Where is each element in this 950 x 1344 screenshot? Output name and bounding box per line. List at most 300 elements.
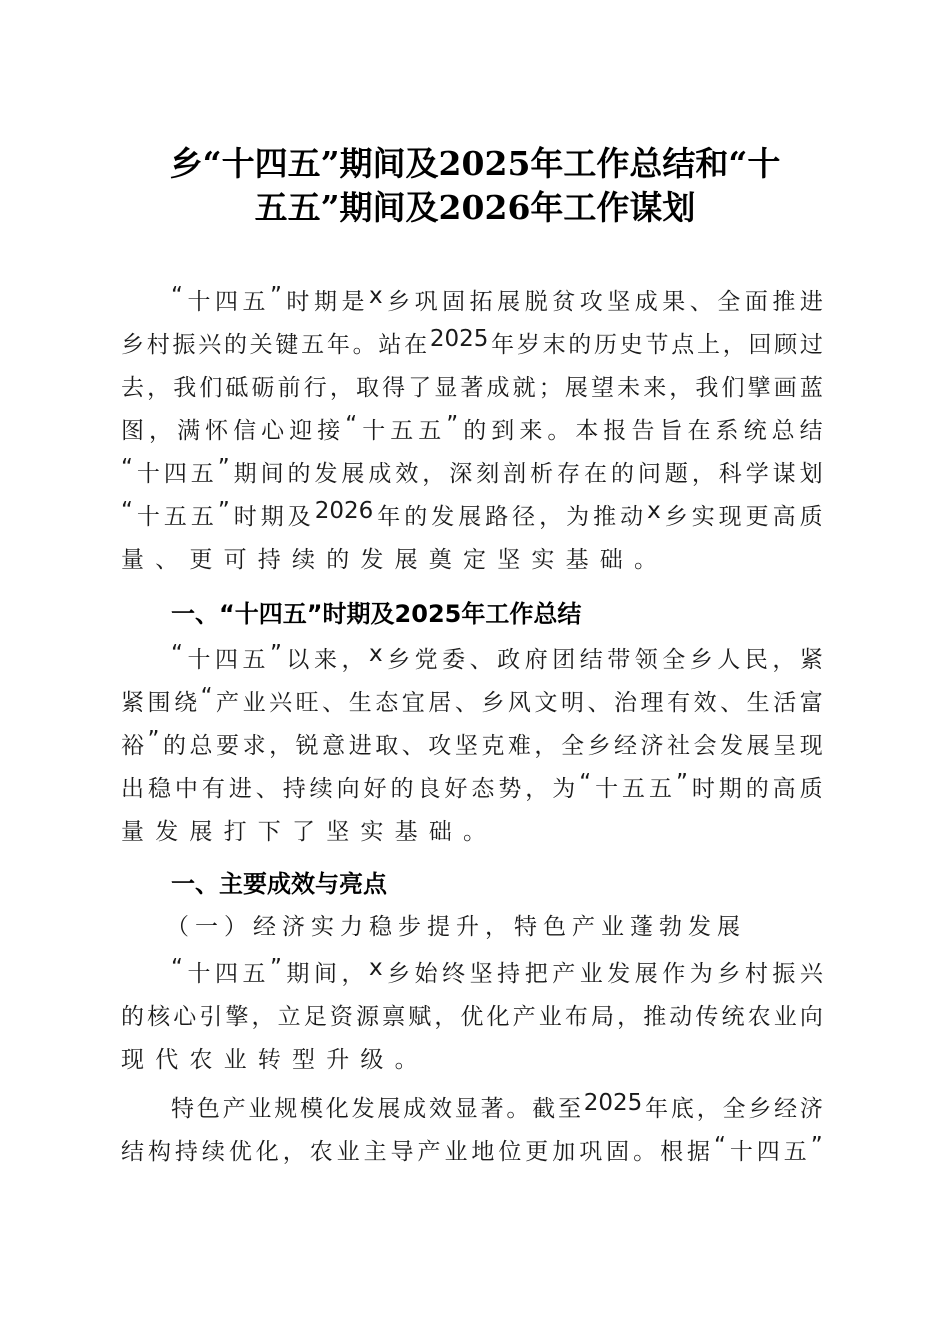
glyph: 居 — [428, 690, 452, 716]
glyph: 核 — [147, 1004, 171, 1030]
glyph: 就 — [512, 375, 536, 401]
glyph: 续 — [309, 776, 333, 802]
glyph: 产 — [512, 1004, 536, 1030]
glyph: 谋 — [772, 461, 796, 487]
glyph: 人 — [717, 647, 741, 673]
glyph: 动 — [669, 1004, 693, 1030]
glyph: 稳 — [147, 776, 171, 802]
glyph: 深 — [449, 461, 473, 487]
glyph: 禀 — [382, 1004, 406, 1030]
glyph: 导 — [390, 1139, 414, 1165]
glyph: ， — [149, 418, 173, 444]
glyph: 结 — [579, 647, 603, 673]
glyph: 。 — [547, 418, 571, 444]
glyph: 好 — [363, 776, 387, 802]
glyph: 、 — [469, 647, 493, 673]
glyph: 的 — [223, 332, 247, 358]
glyph: ， — [525, 776, 549, 802]
glyph: 在 — [404, 332, 428, 358]
glyph: 乡 — [387, 289, 411, 315]
glyph: 质 — [799, 504, 823, 530]
glyph: 民 — [744, 647, 768, 673]
glyph: 旺 — [295, 690, 319, 716]
glyph: 始 — [414, 961, 438, 987]
glyph: 绕 — [174, 690, 198, 716]
glyph: ， — [534, 733, 558, 759]
glyph: 产 — [552, 961, 576, 987]
glyph: 传 — [695, 1004, 719, 1030]
glyph: “ — [713, 1133, 726, 1159]
glyph: 们 — [721, 375, 745, 401]
glyph: ” — [675, 770, 688, 796]
glyph: 上 — [696, 332, 720, 358]
glyph: 发 — [607, 961, 631, 987]
glyph: 乡 — [387, 647, 411, 673]
glyph: 产 — [216, 690, 240, 716]
summary-paragraph-line — [121, 727, 823, 763]
glyph: 画 — [773, 375, 797, 401]
glyph: 态 — [471, 776, 495, 802]
glyph: 持 — [282, 776, 306, 802]
glyph: 间 — [260, 461, 284, 487]
glyph: 到 — [491, 418, 515, 444]
glyph: 十 — [187, 647, 211, 673]
glyph: 、 — [454, 690, 478, 716]
glyph: 乡 — [121, 332, 144, 358]
glyph: 期 — [233, 461, 257, 487]
glyph: 进 — [228, 776, 252, 802]
glyph: 态 — [375, 690, 399, 716]
glyph: 现 — [799, 733, 823, 759]
glyph: 年 — [326, 332, 350, 358]
section-heading: 一、“十四五”时期及2025年工作总结 — [171, 600, 582, 628]
glyph: ， — [341, 647, 365, 673]
glyph: ， — [422, 461, 446, 487]
glyph: 期 — [718, 776, 742, 802]
glyph: 年 — [491, 332, 515, 358]
glyph: 得 — [382, 375, 406, 401]
glyph: 全 — [662, 647, 686, 673]
glyph: 农 — [309, 1139, 333, 1165]
glyph: 望 — [590, 375, 614, 401]
intro-paragraph-line — [121, 455, 823, 491]
glyph: 富 — [799, 690, 823, 716]
glyph: ” — [269, 283, 282, 309]
glyph: 时 — [286, 289, 310, 315]
glyph: 巩 — [414, 289, 438, 315]
glyph: 发 — [431, 504, 455, 530]
glyph: 划 — [799, 461, 823, 487]
glyph: ， — [617, 1004, 641, 1030]
glyph: 砺 — [251, 375, 275, 401]
glyph: 局 — [590, 1004, 614, 1030]
glyph: 作 — [662, 961, 686, 987]
glyph: 兴 — [198, 332, 222, 358]
glyph: 效 — [395, 461, 419, 487]
glyph: 资 — [329, 1004, 353, 1030]
glyph: 统 — [743, 418, 767, 444]
glyph: 2026 — [314, 498, 374, 524]
glyph: 效 — [428, 1096, 452, 1122]
glyph: 顾 — [774, 332, 798, 358]
glyph: 五 — [622, 776, 646, 802]
glyph: 告 — [631, 418, 655, 444]
glyph: 以 — [286, 647, 310, 673]
glyph: 业 — [444, 1139, 468, 1165]
glyph: 发 — [720, 733, 744, 759]
glyph: 位 — [498, 1139, 522, 1165]
glyph: 向 — [799, 1004, 823, 1030]
glyph: 结 — [121, 1139, 144, 1165]
glyph: 的 — [162, 733, 186, 759]
glyph: 经 — [774, 1096, 798, 1122]
glyph: 史 — [619, 332, 643, 358]
glyph: 乡 — [387, 961, 411, 987]
glyph: 去 — [121, 375, 144, 401]
glyph: 济 — [799, 1096, 823, 1122]
glyph: ， — [282, 1139, 306, 1165]
glyph: 效 — [693, 690, 717, 716]
glyph: 迎 — [289, 418, 313, 444]
glyph: “ — [579, 770, 592, 796]
glyph: 生 — [746, 690, 770, 716]
glyph: 的 — [568, 332, 592, 358]
glyph: 生 — [348, 690, 372, 716]
glyph: 进 — [799, 289, 823, 315]
glyph: 产 — [417, 1139, 441, 1165]
glyph: 未 — [617, 375, 641, 401]
glyph: 至 — [557, 1096, 581, 1122]
glyph: 成 — [486, 375, 510, 401]
glyph: 推 — [772, 289, 796, 315]
glyph: 领 — [634, 647, 658, 673]
glyph: ” — [810, 1133, 823, 1159]
glyph: 足 — [303, 1004, 327, 1030]
industry-paragraph-line — [121, 1133, 823, 1169]
glyph: 推 — [643, 1004, 667, 1030]
glyph: 怀 — [205, 418, 229, 444]
glyph: 主 — [363, 1139, 387, 1165]
glyph: ， — [772, 647, 796, 673]
summary-paragraph-line: 量发展打下了坚实基础。 — [121, 819, 498, 845]
glyph: 刻 — [476, 461, 500, 487]
glyph: x — [647, 498, 661, 524]
glyph: ， — [251, 1004, 275, 1030]
glyph: 动 — [620, 504, 644, 530]
glyph: 的 — [745, 776, 769, 802]
glyph: 果 — [662, 289, 686, 315]
glyph: 更 — [745, 504, 769, 530]
glyph: 统 — [721, 1004, 745, 1030]
glyph: 明 — [560, 690, 584, 716]
glyph: 展 — [746, 733, 770, 759]
glyph: 旨 — [659, 418, 683, 444]
glyph: 年 — [645, 1096, 669, 1122]
glyph: ” — [217, 455, 230, 481]
intro-paragraph-line — [121, 326, 823, 362]
glyph: 终 — [442, 961, 466, 987]
glyph: 2025 — [429, 326, 489, 352]
glyph: 据 — [687, 1139, 711, 1165]
glyph: 来 — [643, 375, 667, 401]
glyph: 展 — [341, 461, 365, 487]
glyph: 更 — [525, 1139, 549, 1165]
glyph: 信 — [233, 418, 257, 444]
glyph: 问 — [637, 461, 661, 487]
glyph: 中 — [174, 776, 198, 802]
glyph: 脱 — [524, 289, 548, 315]
glyph: 题 — [664, 461, 688, 487]
glyph: 是 — [341, 289, 365, 315]
glyph: 成 — [403, 1096, 427, 1122]
intro-paragraph-line: 量、更可持续的发展奠定坚实基础。 — [121, 547, 669, 573]
glyph: 为 — [689, 961, 713, 987]
glyph: 五 — [163, 504, 187, 530]
glyph: 出 — [121, 776, 144, 802]
intro-paragraph-line — [121, 412, 823, 448]
glyph: 良 — [417, 776, 441, 802]
glyph: 键 — [275, 332, 299, 358]
glyph: 四 — [214, 961, 238, 987]
glyph: 五 — [390, 418, 414, 444]
glyph: 十 — [729, 1139, 753, 1165]
glyph: 间 — [313, 961, 337, 987]
glyph: 期 — [260, 504, 284, 530]
glyph: 持 — [174, 1139, 198, 1165]
glyph: 满 — [177, 418, 201, 444]
glyph: 赋 — [408, 1004, 432, 1030]
glyph: ， — [269, 733, 293, 759]
glyph: 期 — [313, 289, 337, 315]
glyph: 岁 — [516, 332, 540, 358]
glyph: 呈 — [773, 733, 797, 759]
glyph: 要 — [216, 733, 240, 759]
glyph: 点 — [671, 332, 695, 358]
glyph: 。 — [506, 1096, 530, 1122]
glyph: 五 — [242, 289, 266, 315]
glyph: ， — [539, 504, 563, 530]
glyph: 推 — [593, 504, 617, 530]
glyph: 意 — [322, 733, 346, 759]
glyph: 质 — [799, 776, 823, 802]
glyph: 展 — [564, 375, 588, 401]
glyph: 优 — [228, 1139, 252, 1165]
glyph: “ — [121, 498, 133, 524]
glyph: 乡 — [748, 1096, 772, 1122]
glyph: ， — [147, 375, 171, 401]
glyph: 村 — [744, 961, 768, 987]
glyph: 攻 — [579, 289, 603, 315]
glyph: 坚 — [469, 961, 493, 987]
glyph: 把 — [524, 961, 548, 987]
glyph: 心 — [261, 418, 285, 444]
document-title-line-2: 五五”期间及2026年工作谋划 — [254, 188, 696, 227]
glyph: 色 — [196, 1096, 220, 1122]
glyph: 固 — [606, 1139, 630, 1165]
glyph: 带 — [607, 647, 631, 673]
glyph: 十 — [136, 504, 160, 530]
glyph: 的 — [121, 1004, 144, 1030]
subsection-heading: 一、主要成效与亮点 — [171, 870, 387, 898]
glyph: 化 — [486, 1004, 510, 1030]
glyph: 显 — [454, 1096, 478, 1122]
glyph: 有 — [667, 690, 691, 716]
glyph: 在 — [687, 418, 711, 444]
glyph: 固 — [442, 289, 466, 315]
glyph: 活 — [773, 690, 797, 716]
glyph: 的 — [610, 461, 634, 487]
glyph: 拓 — [469, 289, 493, 315]
glyph: 巩 — [579, 1139, 603, 1165]
glyph: 构 — [147, 1139, 171, 1165]
glyph: 政 — [497, 647, 521, 673]
glyph: 攻 — [428, 733, 452, 759]
glyph: 文 — [534, 690, 558, 716]
glyph: 兴 — [799, 961, 823, 987]
glyph: 乡 — [689, 647, 713, 673]
glyph: 成 — [634, 289, 658, 315]
glyph: 、 — [720, 690, 744, 716]
glyph: 布 — [564, 1004, 588, 1030]
glyph: “ — [121, 455, 133, 481]
glyph: “ — [171, 283, 183, 309]
glyph: 五 — [301, 332, 325, 358]
glyph: ” — [269, 641, 282, 667]
glyph: 著 — [480, 1096, 504, 1122]
glyph: 化 — [325, 1096, 349, 1122]
glyph: 为 — [566, 504, 590, 530]
glyph: 治 — [614, 690, 638, 716]
glyph: 时 — [233, 504, 257, 530]
glyph: 高 — [772, 504, 796, 530]
glyph: ， — [329, 375, 353, 401]
glyph: 规 — [274, 1096, 298, 1122]
intro-paragraph-line — [121, 369, 823, 405]
glyph: 围 — [147, 690, 171, 716]
glyph: 府 — [524, 647, 548, 673]
glyph: 砥 — [225, 375, 249, 401]
glyph: 业 — [242, 690, 266, 716]
economy-paragraph-line — [121, 998, 823, 1034]
glyph: 在 — [584, 461, 607, 487]
glyph: 根 — [660, 1139, 684, 1165]
glyph: 结 — [799, 418, 823, 444]
glyph: 发 — [314, 461, 338, 487]
glyph: 2025 — [583, 1090, 643, 1116]
glyph: 全 — [717, 289, 741, 315]
glyph: 振 — [772, 961, 796, 987]
glyph: 紧 — [121, 690, 144, 716]
glyph: 的 — [463, 418, 487, 444]
glyph: 科 — [718, 461, 742, 487]
glyph: 化 — [255, 1139, 279, 1165]
glyph: 四 — [163, 461, 187, 487]
glyph: 求 — [242, 733, 266, 759]
glyph: 面 — [744, 289, 768, 315]
glyph: 四 — [214, 647, 238, 673]
glyph: 进 — [348, 733, 372, 759]
glyph: ” — [446, 412, 459, 438]
sub-subsection-heading: （一）经济实力稳步提升，特色产业蓬勃发展 — [166, 914, 746, 940]
glyph: 报 — [603, 418, 627, 444]
glyph: 四 — [756, 1139, 780, 1165]
glyph: 克 — [481, 733, 505, 759]
glyph: 全 — [560, 733, 584, 759]
glyph: 的 — [287, 461, 311, 487]
glyph: 取 — [355, 375, 379, 401]
glyph: 年 — [377, 504, 401, 530]
glyph: ” — [217, 498, 230, 524]
glyph: 展 — [458, 504, 482, 530]
glyph: 发 — [351, 1096, 375, 1122]
glyph: 存 — [557, 461, 581, 487]
glyph: 乡 — [587, 733, 611, 759]
glyph: 、 — [587, 690, 611, 716]
glyph: 坚 — [607, 289, 631, 315]
document-title-line-1: 乡“十四五”期间及2025年工作总结和“十 — [169, 144, 781, 183]
glyph: 径 — [512, 504, 536, 530]
glyph: 的 — [390, 776, 414, 802]
glyph: 优 — [460, 1004, 484, 1030]
glyph: 显 — [434, 375, 458, 401]
glyph: 十 — [136, 461, 160, 487]
glyph: 了 — [408, 375, 432, 401]
glyph: 高 — [772, 776, 796, 802]
glyph: 时 — [691, 776, 715, 802]
glyph: 路 — [485, 504, 509, 530]
glyph: 实 — [691, 504, 715, 530]
glyph: 关 — [249, 332, 273, 358]
glyph: 现 — [718, 504, 742, 530]
economy-paragraph-line — [171, 955, 823, 991]
glyph: 学 — [745, 461, 769, 487]
industry-paragraph-line — [171, 1090, 823, 1126]
glyph: 站 — [378, 332, 402, 358]
glyph: 势 — [498, 776, 522, 802]
glyph: 、 — [255, 776, 279, 802]
summary-paragraph-line — [171, 641, 823, 677]
glyph: 前 — [277, 375, 301, 401]
glyph: 为 — [552, 776, 576, 802]
glyph: 振 — [172, 332, 196, 358]
glyph: 有 — [201, 776, 225, 802]
glyph: 党 — [414, 647, 438, 673]
glyph: 系 — [715, 418, 739, 444]
glyph: 底 — [670, 1096, 694, 1122]
glyph: 我 — [695, 375, 719, 401]
summary-paragraph-line — [121, 770, 823, 806]
glyph: 蓝 — [799, 375, 823, 401]
glyph: 农 — [747, 1004, 771, 1030]
glyph: 济 — [640, 733, 664, 759]
glyph: 及 — [287, 504, 311, 530]
glyph: 期 — [286, 961, 310, 987]
glyph: 风 — [507, 690, 531, 716]
glyph: 加 — [552, 1139, 576, 1165]
glyph: 展 — [497, 289, 521, 315]
glyph: 坚 — [454, 733, 478, 759]
glyph: 行 — [303, 375, 327, 401]
glyph: ” — [269, 955, 282, 981]
glyph: 图 — [121, 418, 144, 444]
glyph: 难 — [507, 733, 531, 759]
glyph: 锐 — [295, 733, 319, 759]
glyph: ， — [341, 961, 365, 987]
glyph: 接 — [317, 418, 341, 444]
glyph: 源 — [355, 1004, 379, 1030]
glyph: 五 — [242, 961, 266, 987]
glyph: 理 — [640, 690, 664, 716]
